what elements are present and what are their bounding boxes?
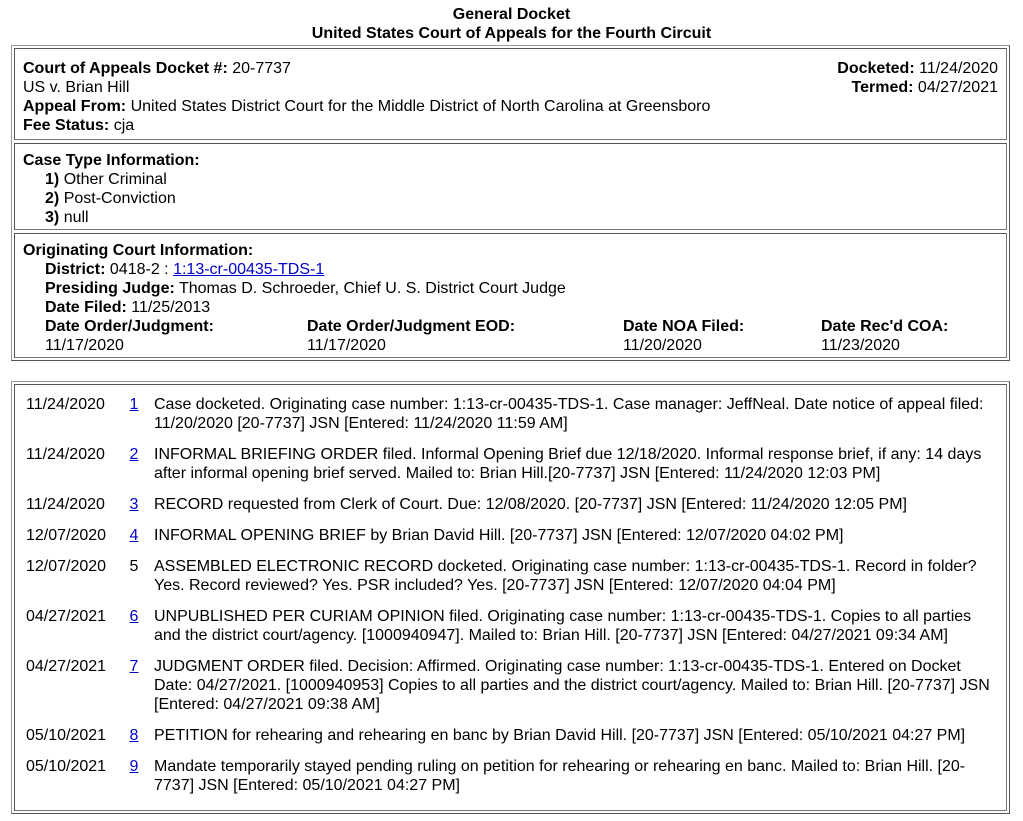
entry-text: PETITION for rehearing and rehearing en banc by Brian David Hill. [20-7737] JSN [Entered: 05/10/2021 04:27 PM] — [154, 727, 966, 744]
fee-status-label: Fee Status: — [23, 117, 110, 134]
table-row — [26, 723, 998, 754]
case-type-num: 2) — [45, 190, 60, 207]
docketed-label: Docketed: — [837, 60, 915, 77]
entry-number-cell — [118, 754, 150, 804]
fee-status: cja — [113, 117, 135, 134]
docket-entries-box — [14, 384, 1007, 811]
docket-number: 20-7737 — [232, 60, 291, 77]
entry-text: Mandate temporarily stayed pending ruling on petition for rehearing or rehearing en banc. Mailed to: Brian Hill. [20-7737] JSN [Entered: 05/10/2021 04:27 PM] — [154, 758, 966, 794]
docket-entries-table — [26, 392, 998, 804]
entry-date: 04/27/2021 — [26, 658, 107, 675]
date-filed-label: Date Filed: — [45, 299, 127, 316]
case-info-panel — [11, 45, 1010, 361]
entry-number-cell — [118, 654, 150, 723]
entry-number-cell — [118, 492, 150, 523]
entry-text: UNPUBLISHED PER CURIAM OPINION filed. Originating case number: 1:13-cr-00435-TDS-1. Copies to all parties and the district court/agency. [1000940947]. Mailed to: Brian Hill. [20-7737] JSN [Entered: 04/27/2021 09:34 AM] — [154, 608, 972, 644]
case-type-num: 1) — [45, 171, 60, 188]
date-order-judgment-label: Date Order/Judgment: — [45, 318, 214, 335]
presiding-judge-line — [23, 279, 998, 298]
entry-text: Case docketed. Originating case number: 1:13-cr-00435-TDS-1. Case manager: JeffNeal. Date notice of appeal filed: 11/20/2020 [20-7737] JSN [Entered: 11/24/2020 11:59 AM] — [154, 396, 984, 432]
entry-date: 05/10/2021 — [26, 727, 107, 744]
docket-entries-panel — [11, 381, 1010, 814]
date-filed-line — [23, 298, 998, 317]
table-row — [26, 523, 998, 554]
table-row — [26, 754, 998, 804]
date-order-judgment-eod-label: Date Order/Judgment EOD: — [307, 318, 516, 335]
case-type-item — [23, 170, 998, 189]
case-type-box — [14, 143, 1007, 230]
case-type-text: null — [63, 209, 89, 226]
entry-document-link[interactable]: 7 — [129, 658, 139, 675]
termed-label: Termed: — [851, 79, 914, 96]
docket-number-label: Court of Appeals Docket #: — [23, 60, 228, 77]
entry-document-link[interactable]: 2 — [129, 446, 139, 463]
date-noa-filed: 11/20/2020 — [623, 337, 702, 354]
table-row — [26, 392, 998, 442]
entry-document-link[interactable]: 3 — [129, 496, 139, 513]
originating-dates-grid — [23, 317, 998, 355]
date-recd-coa: 11/23/2020 — [821, 337, 900, 354]
entry-number-cell — [118, 442, 150, 492]
originating-heading: Originating Court Information: — [23, 242, 254, 259]
originating-court-box — [14, 233, 1007, 358]
entry-document-link[interactable]: 1 — [129, 396, 139, 413]
entry-number-cell — [118, 723, 150, 754]
date-noa-filed-label: Date NOA Filed: — [623, 318, 745, 335]
table-row — [26, 554, 998, 604]
case-header-box — [14, 48, 1007, 140]
page-title: General Docket — [452, 6, 571, 23]
case-caption: US v. Brian Hill — [23, 79, 130, 96]
case-type-num: 3) — [45, 209, 60, 226]
date-order-judgment-eod: 11/17/2020 — [307, 337, 386, 354]
entry-text: ASSEMBLED ELECTRONIC RECORD docketed. Originating case number: 1:13-cr-00435-TDS-1. Record in folder? Yes. Record reviewed? Yes. PSR included? Yes. [20-7737] JSN [Entered: 12/07/2020 04:04 PM] — [154, 558, 977, 594]
appeal-from-label: Appeal From: — [23, 98, 127, 115]
district-label: District: — [45, 261, 106, 278]
entry-number: 5 — [129, 558, 139, 575]
termed-line — [837, 78, 998, 97]
entry-date: 11/24/2020 — [26, 496, 105, 513]
table-row — [26, 654, 998, 723]
docket-number-line — [23, 59, 710, 78]
termed-date: 04/27/2021 — [917, 79, 998, 96]
entry-document-link[interactable]: 9 — [129, 758, 139, 775]
entry-date: 04/27/2021 — [26, 608, 107, 625]
entry-number-cell — [118, 523, 150, 554]
case-type-item — [23, 208, 998, 227]
entry-document-link[interactable]: 8 — [129, 727, 139, 744]
entry-number-cell — [118, 604, 150, 654]
entry-number-cell — [118, 554, 150, 604]
entry-number-cell — [118, 392, 150, 442]
appeal-from-line — [23, 97, 710, 116]
page-subtitle: United States Court of Appeals for the Fourth Circuit — [311, 25, 712, 42]
appeal-from: United States District Court for the Middle District of North Carolina at Greensboro — [130, 98, 711, 115]
docketed-line — [837, 59, 998, 78]
entry-date: 11/24/2020 — [26, 396, 105, 413]
docketed-date: 11/24/2020 — [919, 60, 998, 77]
fee-status-line — [23, 116, 710, 135]
case-type-text: Post-Conviction — [63, 190, 176, 207]
entry-text: INFORMAL OPENING BRIEF by Brian David Hill. [20-7737] JSN [Entered: 12/07/2020 04:02 PM] — [154, 527, 844, 544]
entry-date: 12/07/2020 — [26, 558, 107, 575]
entry-date: 12/07/2020 — [26, 527, 107, 544]
table-row — [26, 442, 998, 492]
entry-document-link[interactable]: 4 — [129, 527, 139, 544]
entry-text: JUDGMENT ORDER filed. Decision: Affirmed. Originating case number: 1:13-cr-00435-TDS-1. Entered on Docket Date: 04/27/2021. [1000940953] Copies to all parties and the district court/agency. Mailed to: Brian Hill. [20-7737] JSN [Entered: 04/27/2021 09:38 AM] — [154, 658, 990, 713]
case-type-text: Other Criminal — [63, 171, 167, 188]
entry-text: INFORMAL BRIEFING ORDER filed. Informal Opening Brief due 12/18/2020. Informal response brief, if any: 14 days after informal opening brief served. Mailed to: Brian Hill.[20-7737] JSN [Entered: 11/24/2020 12:03 PM] — [154, 446, 982, 482]
date-order-judgment: 11/17/2020 — [45, 337, 124, 354]
entry-date: 05/10/2021 — [26, 758, 107, 775]
entry-text: RECORD requested from Clerk of Court. Due: 12/08/2020. [20-7737] JSN [Entered: 11/24/2020 12:05 PM] — [154, 496, 907, 513]
presiding-judge: Thomas D. Schroeder, Chief U. S. District Court Judge — [178, 280, 566, 297]
table-row — [26, 492, 998, 523]
page-header — [0, 0, 1023, 43]
presiding-judge-label: Presiding Judge: — [45, 280, 175, 297]
date-filed: 11/25/2013 — [131, 299, 211, 316]
district-code: 0418-2 : — [109, 261, 169, 278]
district-line — [23, 260, 998, 279]
date-recd-coa-label: Date Rec'd COA: — [821, 318, 949, 335]
district-case-link[interactable]: 1:13-cr-00435-TDS-1 — [173, 261, 325, 278]
table-row — [26, 604, 998, 654]
entry-document-link[interactable]: 6 — [129, 608, 139, 625]
entry-date: 11/24/2020 — [26, 446, 105, 463]
case-type-heading: Case Type Information: — [23, 152, 200, 169]
case-type-item — [23, 189, 998, 208]
